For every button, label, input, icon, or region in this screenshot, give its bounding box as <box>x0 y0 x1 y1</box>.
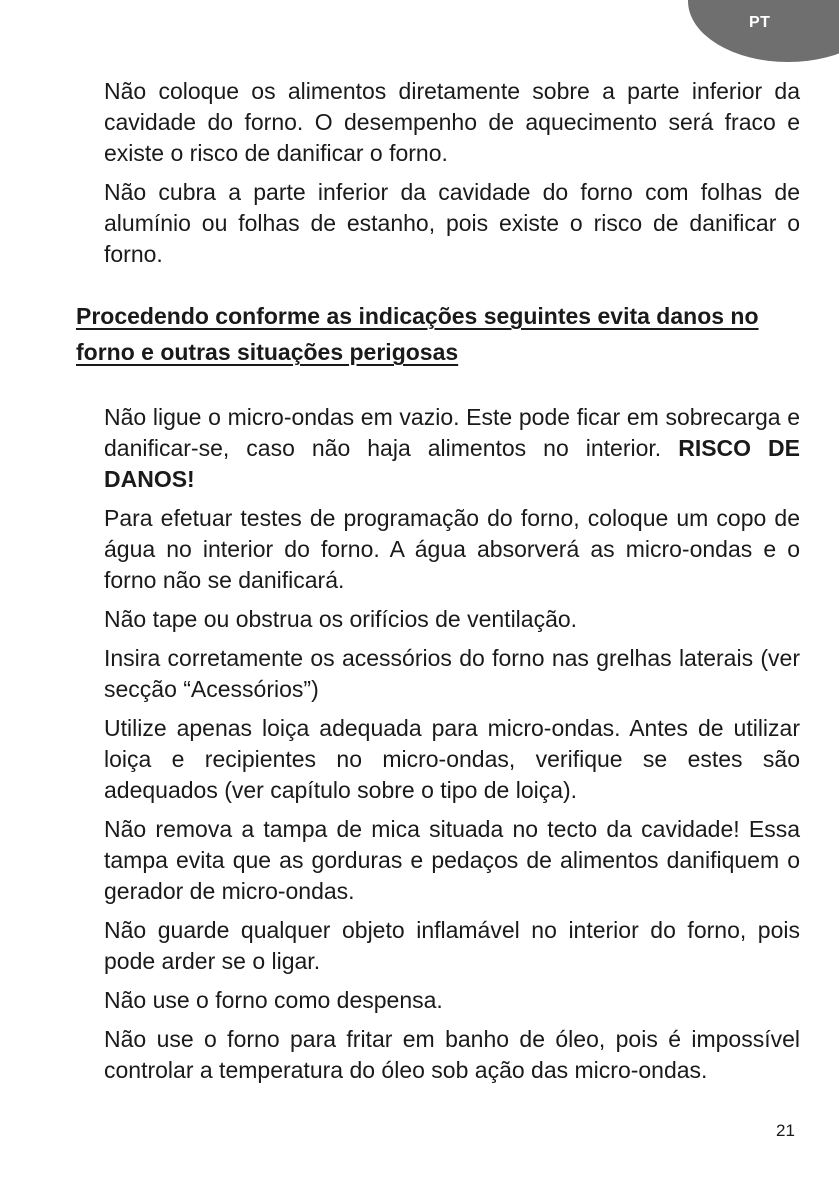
page-number: 21 <box>776 1121 795 1140</box>
paragraph-oil-frying: Não use o forno para fritar em banho de óleo, pois é impossível controlar a temperatura do óleo sob ação das micro-ondas. <box>104 1026 800 1083</box>
paragraph-empty-operation <box>104 402 800 495</box>
paragraph-accessories: Insira corretamente os acessórios do forno nas grelhas laterais (ver secção “Acessórios”) <box>104 645 800 702</box>
damage-warning: RISCO DE DANOS! <box>104 435 800 492</box>
language-label: PT <box>749 14 771 31</box>
paragraph-aluminium-foil: Não cubra a parte inferior da cavidade do forno com folhas de alumínio ou folhas de estanho, pois existe o risco de danificar o forno. <box>104 179 800 267</box>
section-heading: Procedendo conforme as indicações seguintes evita danos no forno e outras situações perigosas <box>76 303 759 365</box>
paragraph-food-placement: Não coloque os alimentos diretamente sobre a parte inferior da cavidade do forno. O desempenho de aquecimento será fraco e existe o risco de danificar o forno. <box>104 78 800 166</box>
paragraph-mica-cover: Não remova a tampa de mica situada no tecto da cavidade! Essa tampa evita que as gorduras e pedaços de alimentos danifiquem o gerador de micro-ondas. <box>104 816 800 904</box>
paragraph-programming-test: Para efetuar testes de programação do forno, coloque um copo de água no interior do forno. A água absorverá as micro-ondas e o forno não se danificará. <box>104 505 800 593</box>
paragraph-cookware: Utilize apenas loiça adequada para micro-ondas. Antes de utilizar loiça e recipientes no micro-ondas, verifique se estes são adequados (ver capítulo sobre o tipo de loiça). <box>104 715 800 803</box>
paragraph-empty-operation-text: Não ligue o micro-ondas em vazio. Este pode ficar em sobrecarga e danificar-se, caso não haja alimentos no interior. <box>104 404 800 461</box>
page-content <box>76 76 800 1094</box>
paragraph-flammable-objects: Não guarde qualquer objeto inflamável no interior do forno, pois pode arder se o ligar. <box>104 917 800 974</box>
paragraph-ventilation: Não tape ou obstrua os orifícios de ventilação. <box>104 606 578 632</box>
paragraph-storage: Não use o forno como despensa. <box>104 987 443 1013</box>
